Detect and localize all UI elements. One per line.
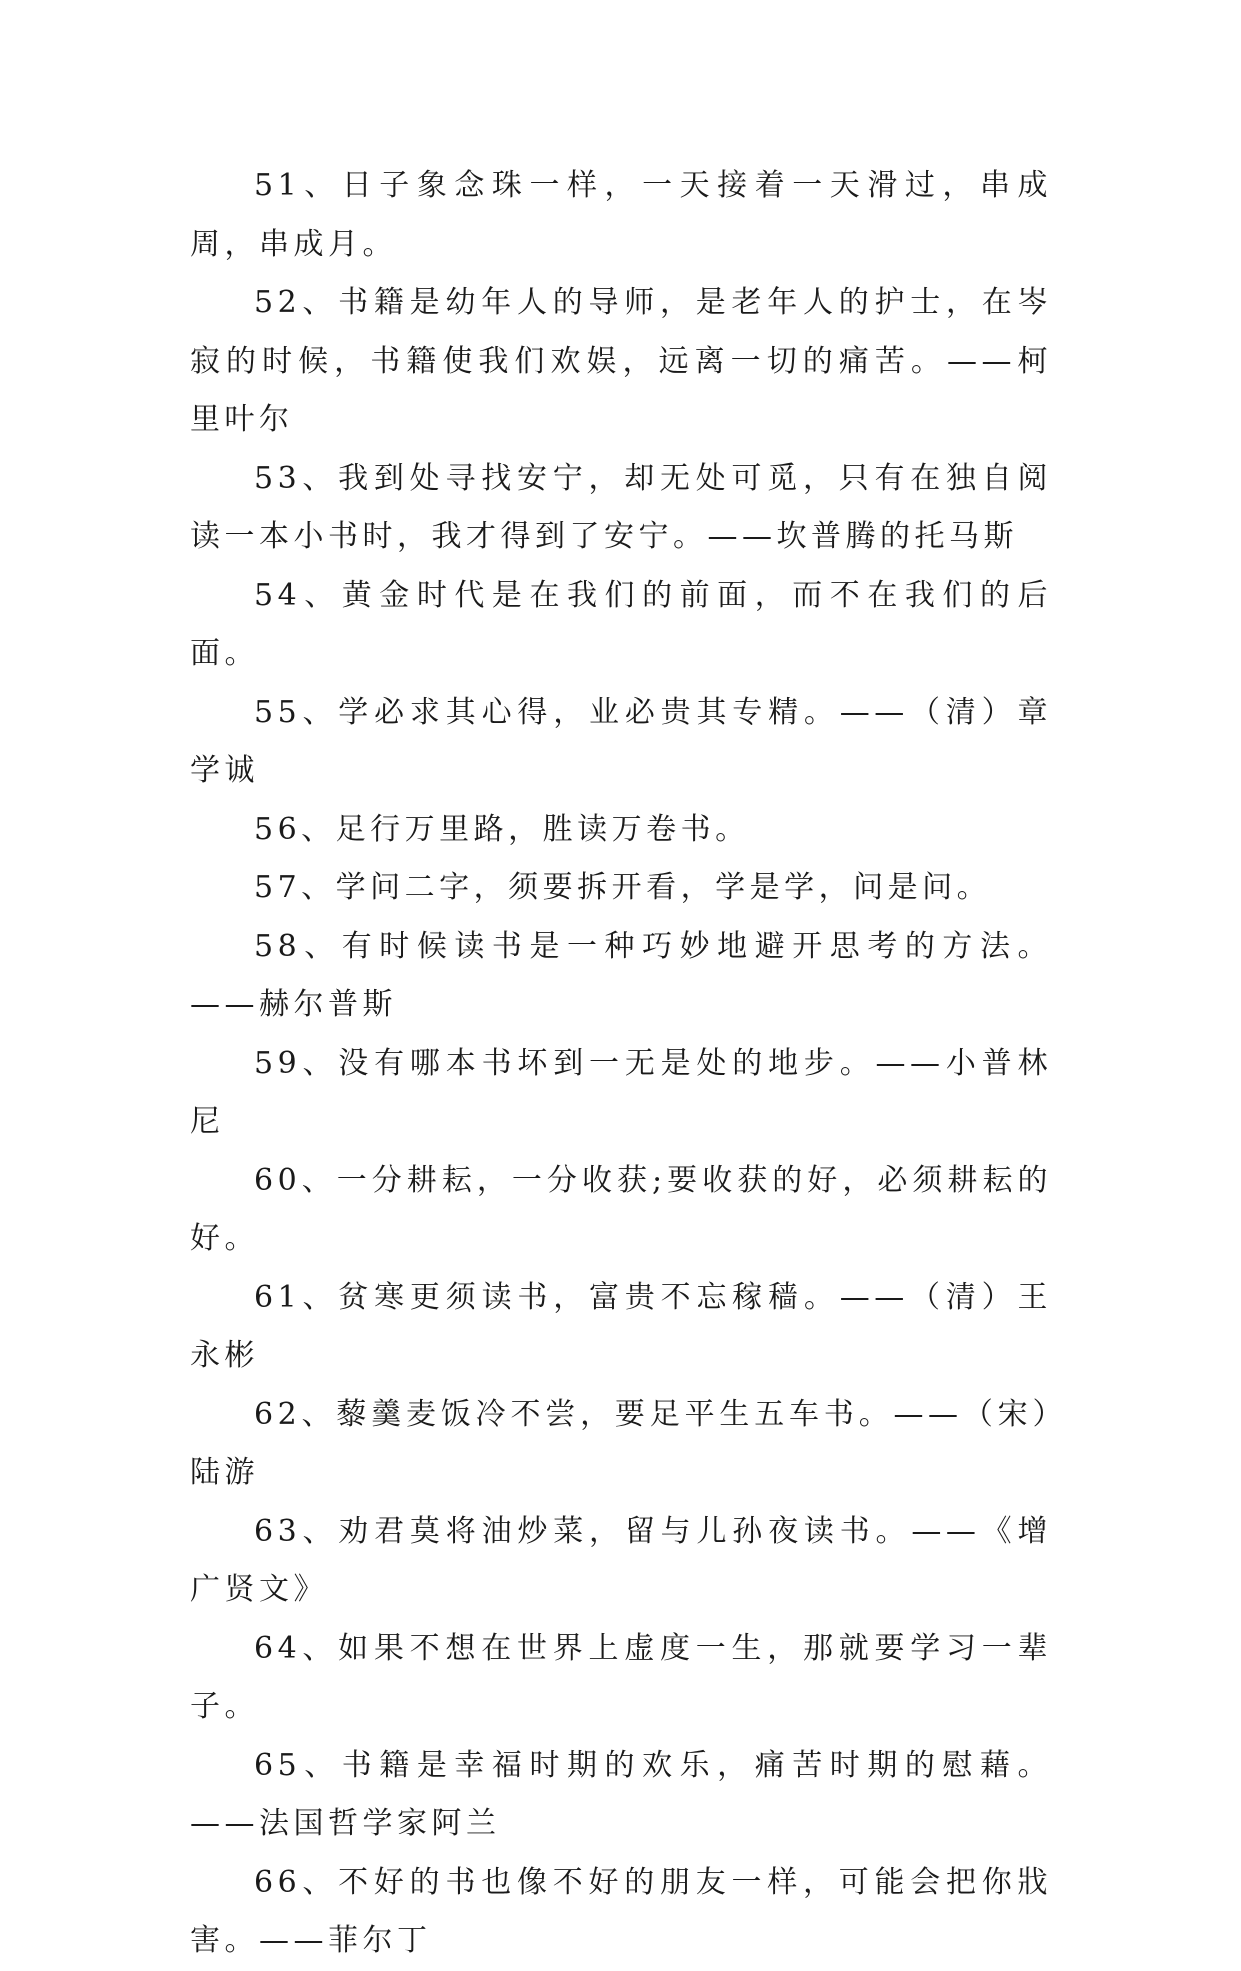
quote-paragraph: 52、书籍是幼年人的导师，是老年人的护士，在岑寂的时候，书籍使我们欢娱，远离一切的痛苦。——柯里叶尔 — [190, 285, 1052, 437]
quote-paragraph: 64、如果不想在世界上虚度一生，那就要学习一辈子。 — [190, 1630, 1052, 1724]
quote-paragraph: 55、学必求其心得，业必贵其专精。——（清）章学诚 — [190, 694, 1052, 788]
quote-list — [190, 157, 1052, 1971]
quote-paragraph: 60、一分耕耘，一分收获;要收获的好，必须耕耘的好。 — [190, 1162, 1052, 1256]
quote-paragraph: 54、黄金时代是在我们的前面，而不在我们的后面。 — [190, 577, 1052, 671]
quote-paragraph: 51、日子象念珠一样，一天接着一天滑过，串成周，串成月。 — [190, 168, 1052, 262]
quote-paragraph: 65、书籍是幸福时期的欢乐，痛苦时期的慰藉。——法国哲学家阿兰 — [190, 1747, 1052, 1841]
quote-paragraph: 63、劝君莫将油炒菜，留与儿孙夜读书。——《增广贤文》 — [190, 1513, 1052, 1607]
quote-paragraph: 58、有时候读书是一种巧妙地避开思考的方法。——赫尔普斯 — [190, 928, 1052, 1022]
quote-paragraph: 62、藜羹麦饭冷不尝，要足平生五车书。——（宋）陆游 — [190, 1396, 1052, 1490]
quote-paragraph: 56、足行万里路，胜读万卷书。 — [254, 811, 750, 847]
quote-paragraph: 53、我到处寻找安宁，却无处可觅，只有在独自阅读一本小书时，我才得到了安宁。——坎普腾的托马斯 — [190, 460, 1052, 554]
quote-paragraph: 57、学问二字，须要拆开看，学是学，问是问。 — [254, 870, 992, 905]
quote-paragraph: 66、不好的书也像不好的朋友一样，可能会把你戕害。——菲尔丁 — [190, 1864, 1052, 1958]
quote-paragraph: 59、没有哪本书坏到一无是处的地步。——小普林尼 — [190, 1045, 1052, 1139]
quote-paragraph: 61、贫寒更须读书，富贵不忘稼穑。——（清）王永彬 — [190, 1279, 1052, 1373]
